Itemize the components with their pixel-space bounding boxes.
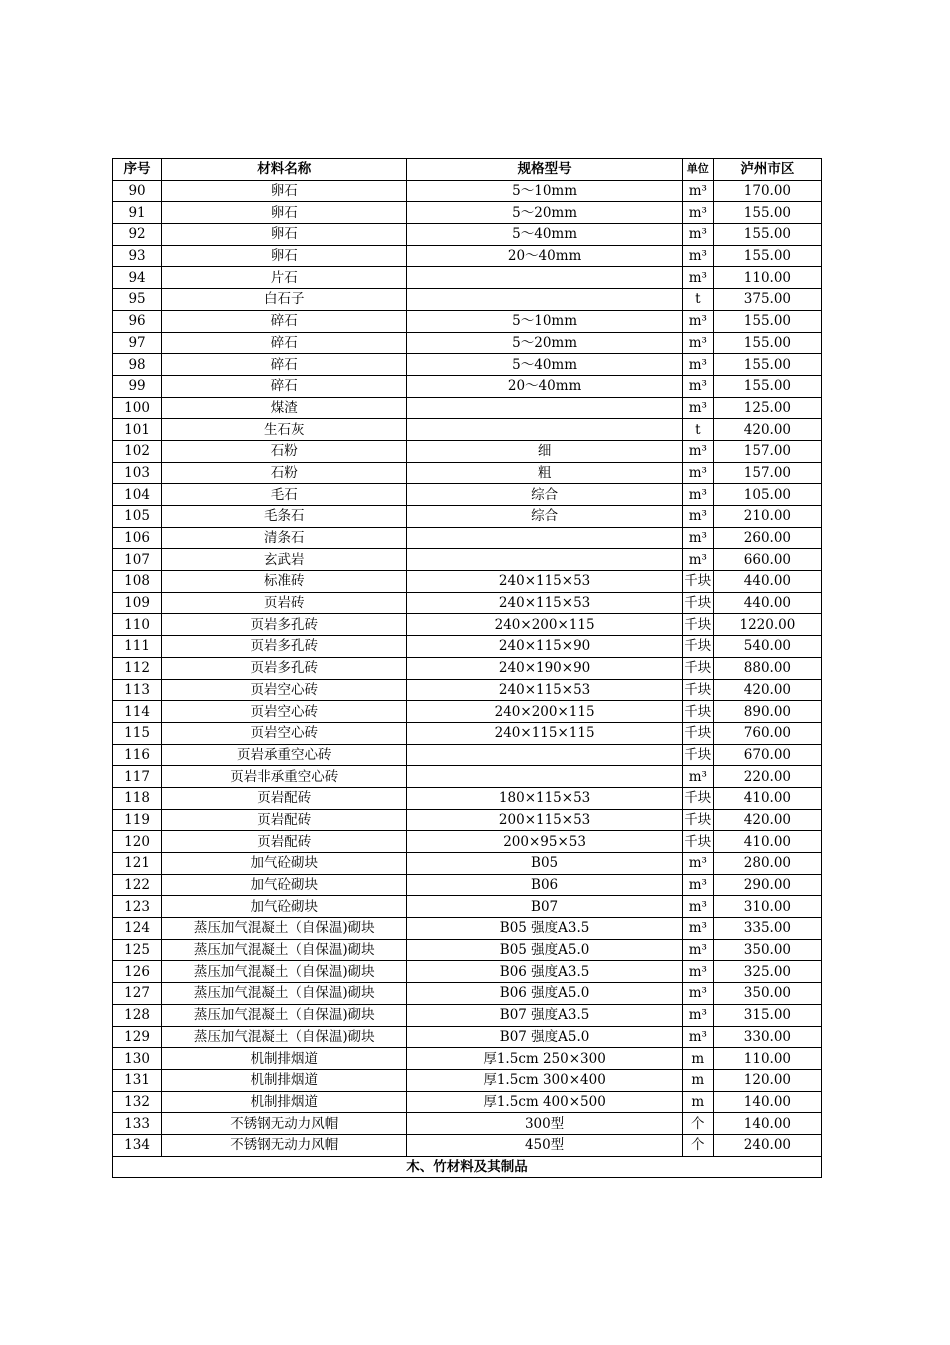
cell-name: 生石灰 [162, 419, 407, 441]
table-row [113, 831, 822, 853]
cell-no: 119 [113, 809, 162, 831]
cell-spec: 厚1.5cm 300×400 [407, 1069, 682, 1091]
cell-unit: m³ [682, 896, 713, 918]
cell-spec [407, 267, 682, 289]
cell-no: 123 [113, 896, 162, 918]
cell-spec: 综合 [407, 506, 682, 528]
cell-unit: t [682, 289, 713, 311]
cell-name: 加气砼砌块 [162, 853, 407, 875]
cell-spec: 5～20mm [407, 202, 682, 224]
cell-price: 310.00 [713, 896, 821, 918]
cell-no: 94 [113, 267, 162, 289]
cell-spec: 5～10mm [407, 180, 682, 202]
cell-price: 120.00 [713, 1069, 821, 1091]
cell-price: 140.00 [713, 1113, 821, 1135]
header-price: 泸州市区 [713, 159, 821, 181]
cell-unit: m³ [682, 462, 713, 484]
cell-spec: 粗 [407, 462, 682, 484]
cell-spec: B05 [407, 853, 682, 875]
cell-price: 170.00 [713, 180, 821, 202]
cell-price: 330.00 [713, 1026, 821, 1048]
table-row [113, 571, 822, 593]
table-row [113, 961, 822, 983]
cell-unit: 千块 [682, 701, 713, 723]
cell-unit: m³ [682, 484, 713, 506]
cell-no: 118 [113, 787, 162, 809]
cell-unit: 千块 [682, 787, 713, 809]
cell-no: 113 [113, 679, 162, 701]
cell-no: 96 [113, 310, 162, 332]
cell-spec: 综合 [407, 484, 682, 506]
cell-unit: m³ [682, 939, 713, 961]
table-row [113, 506, 822, 528]
cell-unit: 千块 [682, 831, 713, 853]
cell-price: 155.00 [713, 202, 821, 224]
cell-spec: B05 强度A5.0 [407, 939, 682, 961]
cell-price: 440.00 [713, 571, 821, 593]
cell-name: 碎石 [162, 310, 407, 332]
table-row [113, 896, 822, 918]
header-no: 序号 [113, 159, 162, 181]
table-row [113, 180, 822, 202]
table-row [113, 592, 822, 614]
cell-name: 卵石 [162, 180, 407, 202]
cell-price: 155.00 [713, 375, 821, 397]
section-footer-row [113, 1156, 822, 1178]
cell-name: 加气砼砌块 [162, 874, 407, 896]
table-row [113, 310, 822, 332]
table-row [113, 1026, 822, 1048]
cell-no: 114 [113, 701, 162, 723]
cell-unit: m³ [682, 267, 713, 289]
cell-name: 页岩多孔砖 [162, 636, 407, 658]
table-row [113, 787, 822, 809]
cell-unit: 千块 [682, 571, 713, 593]
cell-name: 蒸压加气混凝土（自保温)砌块 [162, 961, 407, 983]
cell-name: 页岩承重空心砖 [162, 744, 407, 766]
cell-spec [407, 397, 682, 419]
cell-unit: m³ [682, 983, 713, 1005]
cell-unit: m³ [682, 202, 713, 224]
cell-price: 110.00 [713, 267, 821, 289]
table-row [113, 701, 822, 723]
cell-spec: B07 [407, 896, 682, 918]
cell-name: 机制排烟道 [162, 1069, 407, 1091]
cell-price: 157.00 [713, 462, 821, 484]
cell-unit: m³ [682, 440, 713, 462]
cell-unit: 千块 [682, 744, 713, 766]
cell-name: 石粉 [162, 440, 407, 462]
cell-price: 155.00 [713, 332, 821, 354]
table-row [113, 983, 822, 1005]
cell-no: 98 [113, 354, 162, 376]
cell-no: 99 [113, 375, 162, 397]
cell-name: 页岩配砖 [162, 831, 407, 853]
cell-spec [407, 766, 682, 788]
cell-unit: m³ [682, 506, 713, 528]
table-row [113, 744, 822, 766]
table-row [113, 636, 822, 658]
cell-price: 670.00 [713, 744, 821, 766]
table-row [113, 939, 822, 961]
cell-unit: m³ [682, 853, 713, 875]
cell-unit: m³ [682, 1026, 713, 1048]
cell-spec: 200×95×53 [407, 831, 682, 853]
cell-name: 页岩配砖 [162, 787, 407, 809]
cell-spec: 20～40mm [407, 245, 682, 267]
cell-name: 页岩空心砖 [162, 722, 407, 744]
cell-no: 132 [113, 1091, 162, 1113]
cell-no: 129 [113, 1026, 162, 1048]
cell-no: 125 [113, 939, 162, 961]
table-row [113, 224, 822, 246]
cell-price: 420.00 [713, 419, 821, 441]
cell-name: 页岩配砖 [162, 809, 407, 831]
cell-no: 97 [113, 332, 162, 354]
table-row [113, 419, 822, 441]
cell-name: 煤渣 [162, 397, 407, 419]
cell-spec: 200×115×53 [407, 809, 682, 831]
cell-price: 1220.00 [713, 614, 821, 636]
cell-spec [407, 419, 682, 441]
table-body [113, 180, 822, 1156]
cell-no: 126 [113, 961, 162, 983]
cell-unit: m³ [682, 961, 713, 983]
cell-spec: 180×115×53 [407, 787, 682, 809]
table-row [113, 679, 822, 701]
cell-price: 290.00 [713, 874, 821, 896]
cell-spec: B06 强度A3.5 [407, 961, 682, 983]
cell-no: 110 [113, 614, 162, 636]
cell-unit: 千块 [682, 809, 713, 831]
cell-no: 106 [113, 527, 162, 549]
cell-spec [407, 527, 682, 549]
cell-spec: 240×200×115 [407, 701, 682, 723]
cell-price: 155.00 [713, 310, 821, 332]
table-row [113, 1134, 822, 1156]
cell-no: 124 [113, 918, 162, 940]
cell-unit: 千块 [682, 614, 713, 636]
cell-unit: m³ [682, 766, 713, 788]
table-row [113, 809, 822, 831]
cell-price: 420.00 [713, 809, 821, 831]
cell-no: 92 [113, 224, 162, 246]
cell-no: 117 [113, 766, 162, 788]
cell-price: 880.00 [713, 657, 821, 679]
table-row [113, 354, 822, 376]
cell-unit: 千块 [682, 592, 713, 614]
table-row [113, 1004, 822, 1026]
cell-name: 毛石 [162, 484, 407, 506]
cell-spec: 240×115×53 [407, 592, 682, 614]
cell-no: 93 [113, 245, 162, 267]
cell-price: 110.00 [713, 1048, 821, 1070]
cell-unit: 千块 [682, 679, 713, 701]
header-name: 材料名称 [162, 159, 407, 181]
table-row [113, 657, 822, 679]
material-price-table [112, 158, 822, 1178]
cell-unit: m³ [682, 874, 713, 896]
cell-unit: t [682, 419, 713, 441]
table-row [113, 267, 822, 289]
cell-price: 315.00 [713, 1004, 821, 1026]
cell-name: 碎石 [162, 354, 407, 376]
cell-price: 410.00 [713, 787, 821, 809]
cell-unit: m³ [682, 354, 713, 376]
cell-unit: m [682, 1048, 713, 1070]
table-row [113, 202, 822, 224]
cell-spec: 240×115×53 [407, 679, 682, 701]
cell-spec: 厚1.5cm 250×300 [407, 1048, 682, 1070]
table-row [113, 440, 822, 462]
section-title: 木、竹材料及其制品 [113, 1156, 822, 1178]
table-row [113, 1048, 822, 1070]
cell-price: 660.00 [713, 549, 821, 571]
cell-no: 107 [113, 549, 162, 571]
cell-name: 卵石 [162, 245, 407, 267]
table-row [113, 874, 822, 896]
table-row [113, 766, 822, 788]
cell-no: 104 [113, 484, 162, 506]
table-header-row [113, 159, 822, 181]
cell-name: 蒸压加气混凝土（自保温)砌块 [162, 983, 407, 1005]
cell-no: 131 [113, 1069, 162, 1091]
cell-no: 122 [113, 874, 162, 896]
cell-unit: m³ [682, 918, 713, 940]
cell-name: 碎石 [162, 375, 407, 397]
cell-no: 103 [113, 462, 162, 484]
table-row [113, 853, 822, 875]
table-row [113, 1113, 822, 1135]
cell-price: 325.00 [713, 961, 821, 983]
cell-name: 页岩砖 [162, 592, 407, 614]
table-row [113, 1091, 822, 1113]
cell-spec: 5～40mm [407, 224, 682, 246]
cell-name: 白石子 [162, 289, 407, 311]
cell-name: 石粉 [162, 462, 407, 484]
cell-price: 440.00 [713, 592, 821, 614]
cell-unit: m³ [682, 245, 713, 267]
cell-price: 350.00 [713, 983, 821, 1005]
cell-name: 蒸压加气混凝土（自保温)砌块 [162, 918, 407, 940]
cell-name: 玄武岩 [162, 549, 407, 571]
cell-name: 毛条石 [162, 506, 407, 528]
cell-no: 95 [113, 289, 162, 311]
table-row [113, 245, 822, 267]
cell-spec: 20～40mm [407, 375, 682, 397]
cell-unit: 个 [682, 1134, 713, 1156]
header-unit: 单位 [682, 159, 713, 181]
table-row [113, 1069, 822, 1091]
table-row [113, 549, 822, 571]
cell-name: 卵石 [162, 224, 407, 246]
cell-price: 210.00 [713, 506, 821, 528]
cell-spec: 240×190×90 [407, 657, 682, 679]
cell-unit: 千块 [682, 657, 713, 679]
cell-name: 页岩非承重空心砖 [162, 766, 407, 788]
cell-no: 100 [113, 397, 162, 419]
cell-name: 不锈钢无动力风帽 [162, 1113, 407, 1135]
cell-no: 128 [113, 1004, 162, 1026]
cell-spec: B07 强度A5.0 [407, 1026, 682, 1048]
cell-no: 90 [113, 180, 162, 202]
cell-name: 清条石 [162, 527, 407, 549]
cell-name: 机制排烟道 [162, 1048, 407, 1070]
cell-name: 蒸压加气混凝土（自保温)砌块 [162, 1004, 407, 1026]
cell-spec: 240×200×115 [407, 614, 682, 636]
cell-spec: 细 [407, 440, 682, 462]
cell-no: 91 [113, 202, 162, 224]
cell-spec [407, 549, 682, 571]
cell-spec: 450型 [407, 1134, 682, 1156]
cell-price: 155.00 [713, 354, 821, 376]
cell-unit: m³ [682, 375, 713, 397]
cell-name: 页岩多孔砖 [162, 657, 407, 679]
cell-unit: m³ [682, 332, 713, 354]
cell-spec: B07 强度A3.5 [407, 1004, 682, 1026]
cell-spec: 300型 [407, 1113, 682, 1135]
cell-no: 130 [113, 1048, 162, 1070]
cell-name: 蒸压加气混凝土（自保温)砌块 [162, 1026, 407, 1048]
table-row [113, 462, 822, 484]
cell-price: 280.00 [713, 853, 821, 875]
cell-no: 105 [113, 506, 162, 528]
cell-spec: 5～20mm [407, 332, 682, 354]
cell-name: 加气砼砌块 [162, 896, 407, 918]
cell-unit: m³ [682, 397, 713, 419]
cell-name: 页岩多孔砖 [162, 614, 407, 636]
cell-price: 890.00 [713, 701, 821, 723]
cell-name: 页岩空心砖 [162, 701, 407, 723]
cell-no: 112 [113, 657, 162, 679]
cell-price: 155.00 [713, 245, 821, 267]
cell-no: 108 [113, 571, 162, 593]
cell-unit: 千块 [682, 722, 713, 744]
cell-no: 109 [113, 592, 162, 614]
cell-price: 220.00 [713, 766, 821, 788]
cell-price: 260.00 [713, 527, 821, 549]
cell-name: 卵石 [162, 202, 407, 224]
cell-spec: B06 [407, 874, 682, 896]
cell-unit: m³ [682, 1004, 713, 1026]
cell-unit: m³ [682, 310, 713, 332]
cell-name: 机制排烟道 [162, 1091, 407, 1113]
cell-no: 101 [113, 419, 162, 441]
cell-price: 760.00 [713, 722, 821, 744]
cell-spec: 240×115×90 [407, 636, 682, 658]
cell-no: 116 [113, 744, 162, 766]
cell-spec [407, 289, 682, 311]
cell-spec: 240×115×53 [407, 571, 682, 593]
cell-price: 125.00 [713, 397, 821, 419]
cell-spec: 5～10mm [407, 310, 682, 332]
cell-price: 375.00 [713, 289, 821, 311]
cell-spec: 240×115×115 [407, 722, 682, 744]
cell-unit: m³ [682, 180, 713, 202]
table-row [113, 614, 822, 636]
cell-unit: 个 [682, 1113, 713, 1135]
table-row [113, 918, 822, 940]
cell-price: 105.00 [713, 484, 821, 506]
cell-name: 标准砖 [162, 571, 407, 593]
cell-name: 碎石 [162, 332, 407, 354]
cell-spec: 厚1.5cm 400×500 [407, 1091, 682, 1113]
table-row [113, 375, 822, 397]
table-row [113, 289, 822, 311]
cell-price: 335.00 [713, 918, 821, 940]
cell-no: 133 [113, 1113, 162, 1135]
table-row [113, 397, 822, 419]
cell-unit: 千块 [682, 636, 713, 658]
cell-name: 页岩空心砖 [162, 679, 407, 701]
cell-no: 115 [113, 722, 162, 744]
table-row [113, 722, 822, 744]
cell-no: 120 [113, 831, 162, 853]
cell-spec: B05 强度A3.5 [407, 918, 682, 940]
table-row [113, 527, 822, 549]
cell-price: 157.00 [713, 440, 821, 462]
cell-price: 140.00 [713, 1091, 821, 1113]
cell-price: 540.00 [713, 636, 821, 658]
cell-no: 102 [113, 440, 162, 462]
cell-price: 350.00 [713, 939, 821, 961]
cell-name: 不锈钢无动力风帽 [162, 1134, 407, 1156]
cell-price: 155.00 [713, 224, 821, 246]
cell-unit: m [682, 1069, 713, 1091]
cell-price: 240.00 [713, 1134, 821, 1156]
cell-spec: 5～40mm [407, 354, 682, 376]
cell-spec [407, 744, 682, 766]
cell-unit: m³ [682, 527, 713, 549]
cell-unit: m [682, 1091, 713, 1113]
table-row [113, 484, 822, 506]
cell-name: 蒸压加气混凝土（自保温)砌块 [162, 939, 407, 961]
cell-no: 134 [113, 1134, 162, 1156]
cell-no: 127 [113, 983, 162, 1005]
header-spec: 规格型号 [407, 159, 682, 181]
cell-unit: m³ [682, 224, 713, 246]
cell-unit: m³ [682, 549, 713, 571]
cell-no: 111 [113, 636, 162, 658]
cell-price: 410.00 [713, 831, 821, 853]
table-row [113, 332, 822, 354]
cell-spec: B06 强度A5.0 [407, 983, 682, 1005]
cell-name: 片石 [162, 267, 407, 289]
cell-no: 121 [113, 853, 162, 875]
cell-price: 420.00 [713, 679, 821, 701]
